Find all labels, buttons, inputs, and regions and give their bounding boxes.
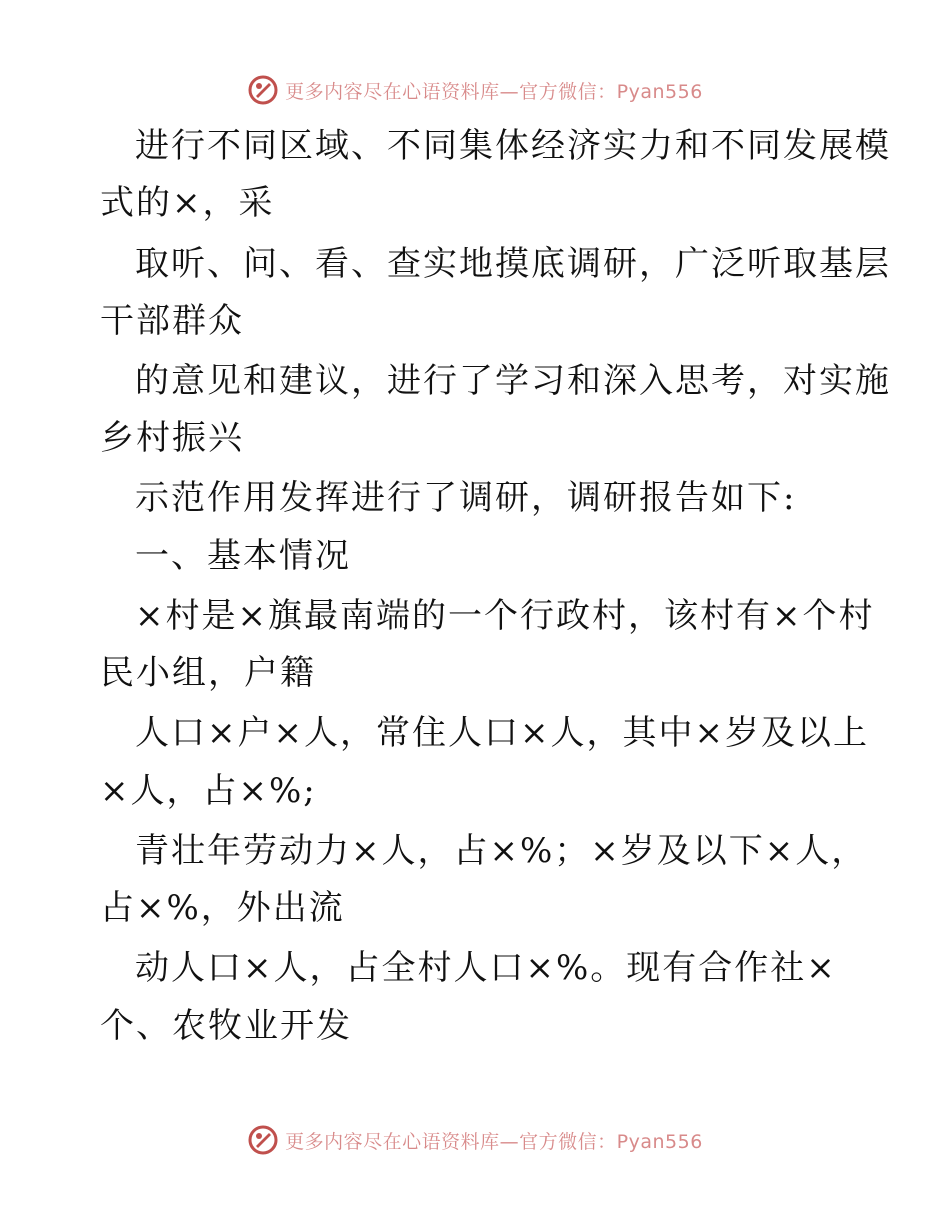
text-line: ×村是×旗最南端的一个行政村，该村有×个村 <box>135 596 875 636</box>
text-line: 示范作用发挥进行了调研，调研报告如下: <box>135 478 797 518</box>
section-heading: 一、基本情况 <box>135 536 351 576</box>
text-line: 式的×，采 <box>100 183 275 223</box>
text-line: 青壮年劳动力×人，占×%；×岁及以下×人， <box>135 831 868 871</box>
text-line: 进行不同区域、不同集体经济实力和不同发展模 <box>135 126 891 166</box>
header-watermark <box>0 70 950 110</box>
text-line: 个、农牧业开发 <box>100 1006 352 1046</box>
text-line: 民小组，户籍 <box>100 653 316 693</box>
text-line: 的意见和建议，进行了学习和深入思考，对实施 <box>135 361 891 401</box>
text-line: 人口×户×人，常住人口×人，其中×岁及以上 <box>135 713 869 753</box>
watermark-text: 更多内容尽在心语资料库—官方微信：Pyan556 <box>285 1130 703 1153</box>
logo-seal-icon <box>247 1124 279 1156</box>
text-line: 动人口×人，占全村人口×%。现有合作社× <box>135 948 837 988</box>
text-line: ×人，占×%; <box>100 771 317 811</box>
text-line: 占×%，外出流 <box>100 888 345 928</box>
text-line: 取听、问、看、查实地摸底调研，广泛听取基层 <box>135 244 891 284</box>
footer-watermark <box>0 1120 950 1160</box>
watermark-text: 更多内容尽在心语资料库—官方微信：Pyan556 <box>285 80 703 103</box>
text-line: 乡村振兴 <box>100 418 244 458</box>
logo-seal-icon <box>247 74 279 106</box>
text-line: 干部群众 <box>100 301 244 341</box>
